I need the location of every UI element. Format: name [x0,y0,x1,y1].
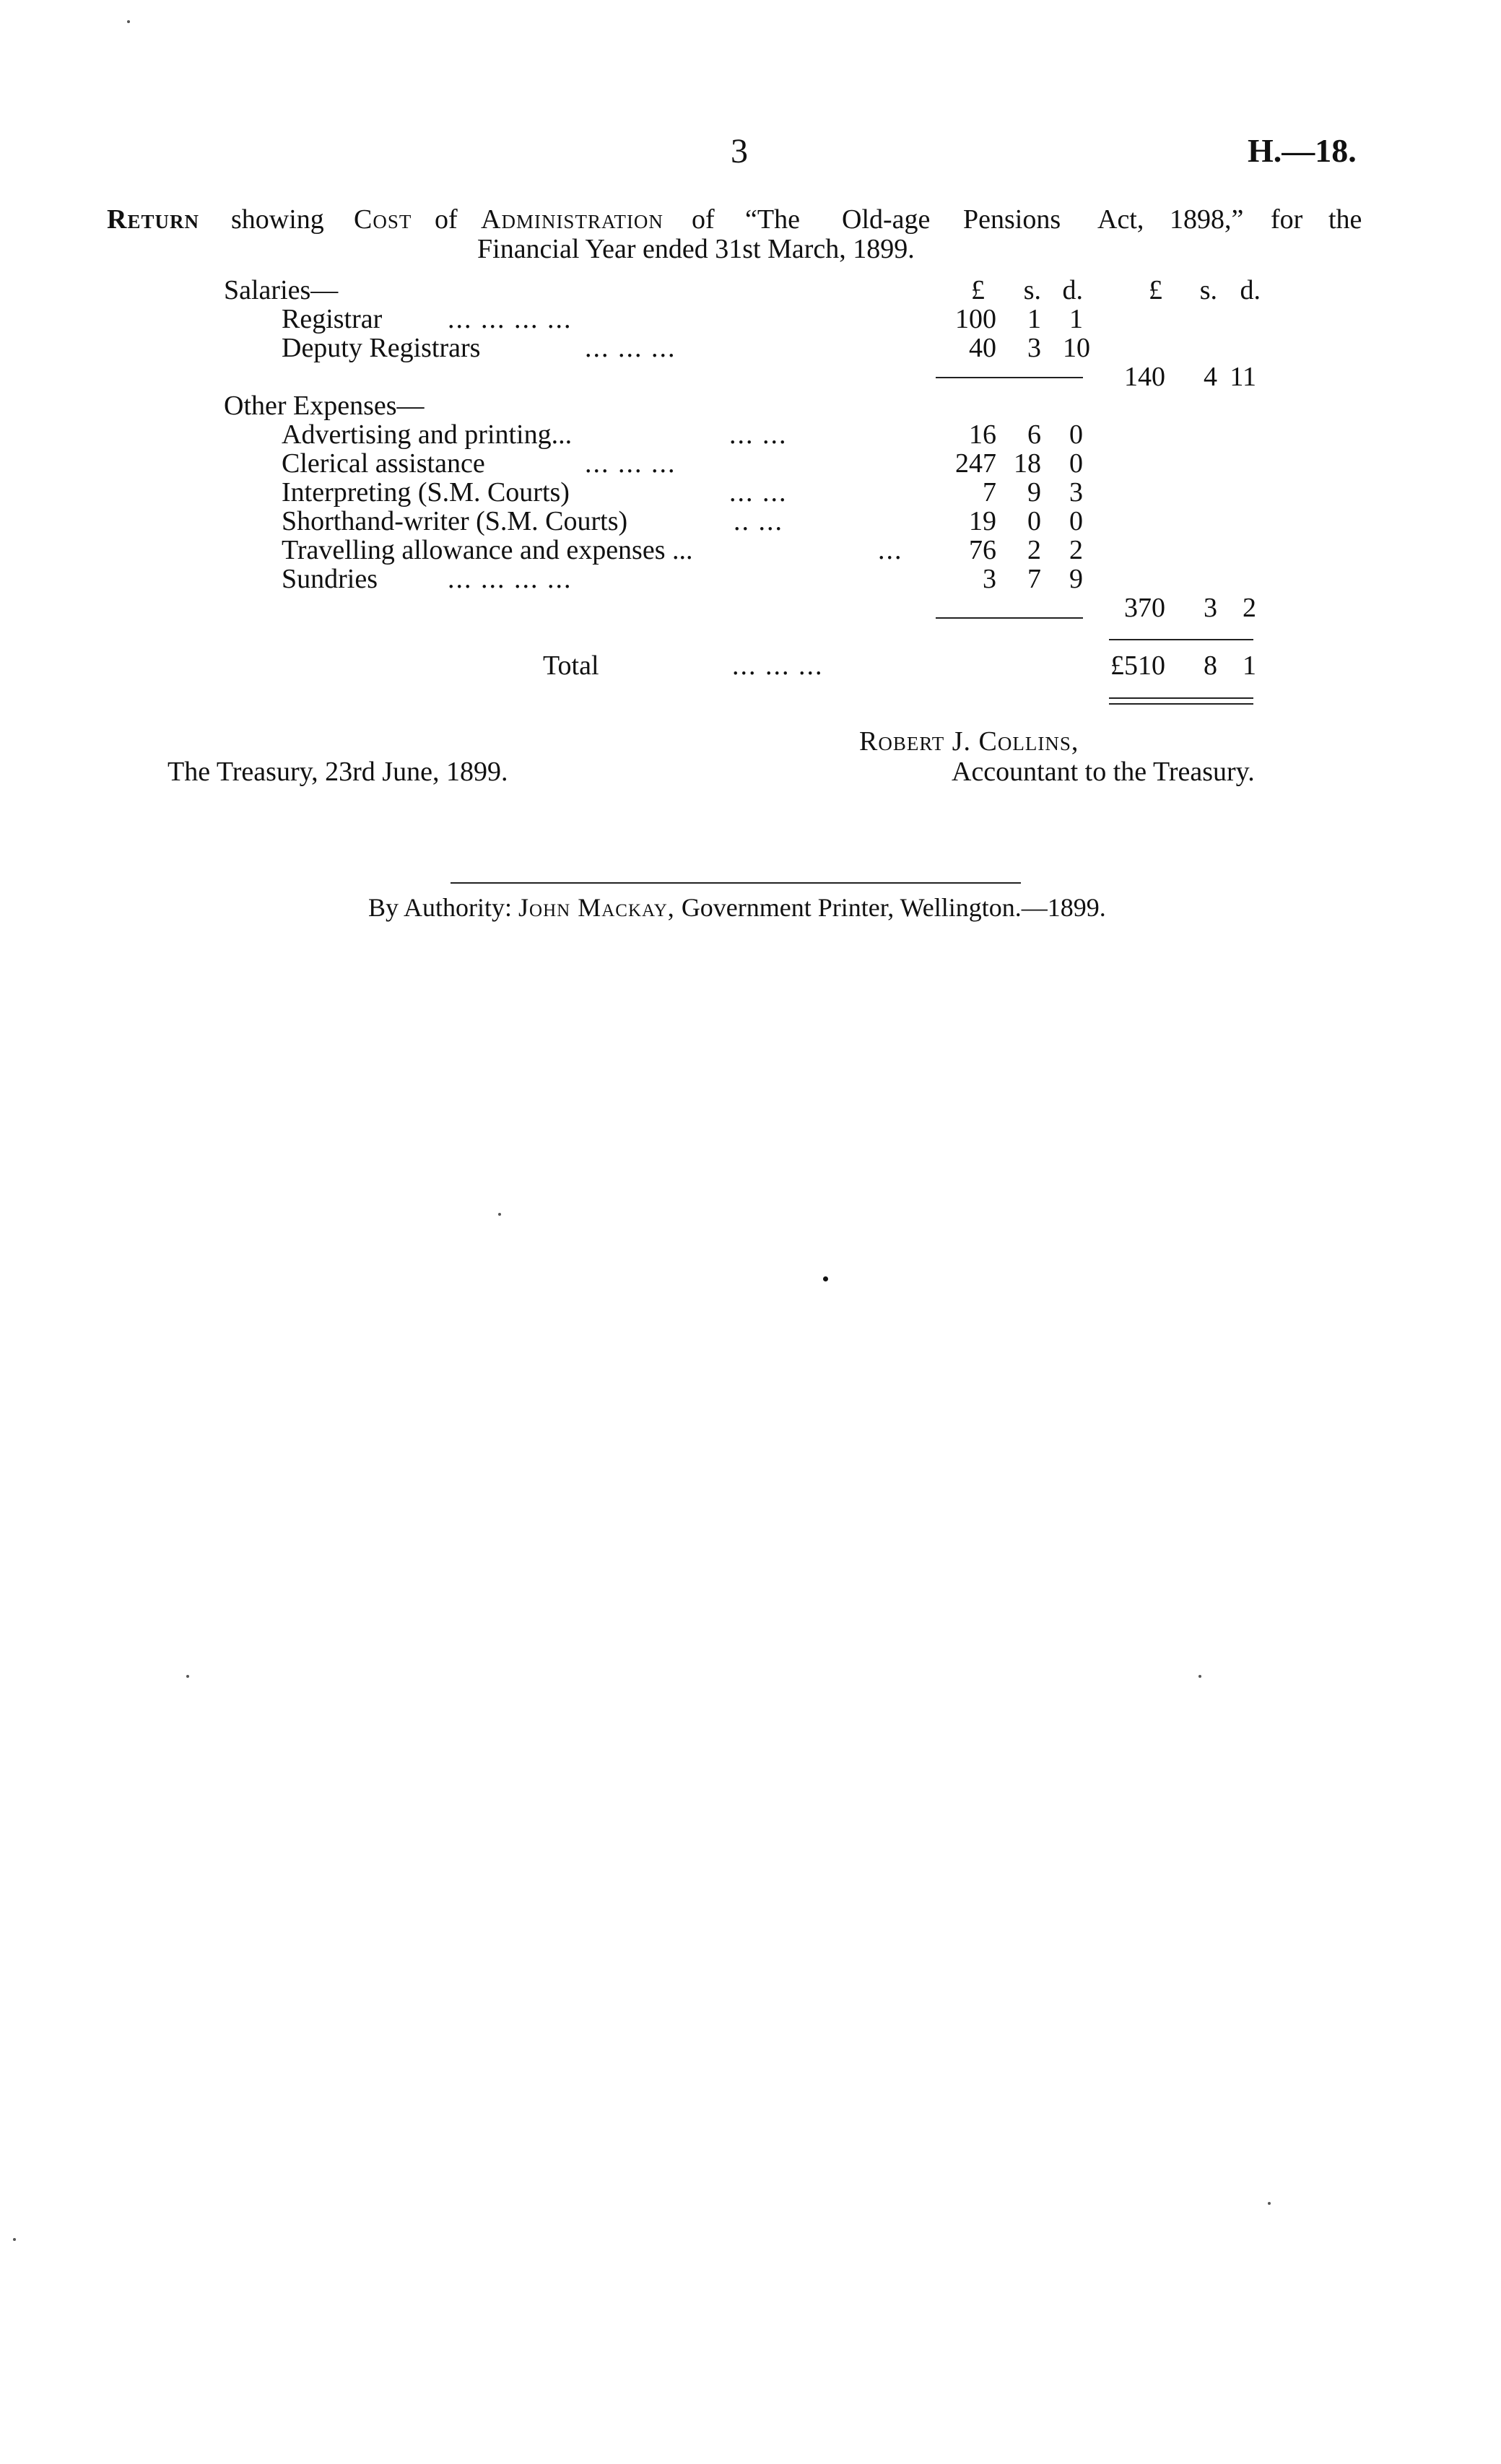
salaries-heading: Salaries— [224,275,339,305]
amount-pounds: 100 [955,304,996,334]
amount-pence: 0 [1069,419,1083,450]
subtotal-rule [936,617,1083,619]
scan-speck [127,20,130,23]
leader-dots: .. ... [734,506,783,536]
signatory-name: Robert J. Collins, [859,726,1079,757]
expense-label: Travelling allowance and expenses ... [282,535,693,565]
title-cost: Cost [354,204,412,235]
imprint-prefix: By Authority: [368,893,513,922]
total-rule [1109,639,1253,640]
salaries-subtotal-pence: 11 [1230,362,1256,392]
return-title-line2: Financial Year ended 31st March, 1899. [477,234,915,264]
col-header-pounds: £ [971,275,985,305]
amount-pounds: 7 [983,477,996,508]
amount-pence: 3 [1069,477,1083,508]
leader-dots: ... ... [729,419,788,450]
leader-dots: ... ... [729,477,788,508]
col-header-pounds-2: £ [1149,275,1162,305]
other-expenses-heading: Other Expenses— [224,391,425,421]
total-pounds: £510 [1110,650,1165,681]
amount-pence: 0 [1069,448,1083,479]
leader-dots: ... [878,535,903,565]
expense-label: Sundries [282,564,378,594]
other-subtotal-shillings: 3 [1204,593,1217,623]
signatory-title: Accountant to the Treasury. [952,757,1255,787]
amount-shillings: 18 [1014,448,1041,479]
salary-label: Deputy Registrars [282,333,481,363]
col-header-shillings-2: s. [1199,275,1217,305]
amount-pounds: 40 [969,333,996,363]
amount-shillings: 9 [1027,477,1041,508]
title-the: the [1328,204,1362,235]
subtotal-rule [936,377,1083,378]
col-header-pence: d. [1062,275,1083,305]
title-of: of [435,204,458,235]
leader-dots: ... ... ... ... [448,304,573,334]
title-return-word: Return [107,204,199,235]
amount-pounds: 247 [955,448,996,479]
imprint-rest: Government Printer, Wellington.—1899. [681,893,1106,922]
scan-speck [823,1276,828,1281]
amount-pence: 9 [1069,564,1083,594]
amount-pence: 10 [1063,333,1090,363]
amount-shillings: 1 [1027,304,1041,334]
total-shillings: 8 [1204,650,1217,681]
leader-dots: ... ... ... ... [448,564,573,594]
expense-label: Advertising and printing... [282,419,573,450]
leader-dots: ... ... ... [732,650,824,681]
title-for: for [1271,204,1303,235]
title-old-age: Old-age [842,204,931,235]
page-number: 3 [731,132,748,170]
scan-speck [498,1213,501,1216]
scan-speck [13,2238,16,2241]
salaries-subtotal-pounds: 140 [1124,362,1165,392]
col-header-pence-2: d. [1240,275,1261,305]
title-showing: showing [231,204,324,235]
imprint-rule [451,882,1021,884]
title-act-the: “The [745,204,800,235]
amount-shillings: 0 [1027,506,1041,536]
amount-shillings: 3 [1027,333,1041,363]
col-header-shillings: s. [1023,275,1041,305]
amount-pence: 1 [1069,304,1083,334]
amount-pence: 2 [1069,535,1083,565]
total-double-rule-top [1109,697,1253,699]
amount-pounds: 19 [969,506,996,536]
other-subtotal-pounds: 370 [1124,593,1165,623]
scan-speck [1198,1675,1201,1678]
place-date: The Treasury, 23rd June, 1899. [167,757,508,787]
leader-dots: ... ... ... [585,448,676,479]
title-administration: Administration [481,204,664,235]
amount-pounds: 3 [983,564,996,594]
amount-shillings: 6 [1027,419,1041,450]
document-reference: H.—18. [1248,132,1357,169]
title-pensions: Pensions [963,204,1061,235]
amount-pounds: 16 [969,419,996,450]
amount-shillings: 2 [1027,535,1041,565]
amount-pence: 0 [1069,506,1083,536]
salaries-subtotal-shillings: 4 [1204,362,1217,392]
total-pence: 1 [1243,650,1256,681]
scan-speck [186,1675,189,1678]
title-of-2: of [692,204,715,235]
expense-label: Shorthand-writer (S.M. Courts) [282,506,628,536]
expense-label: Clerical assistance [282,448,485,479]
total-double-rule-bottom [1109,703,1253,705]
printer-imprint [368,892,1106,923]
title-year: 1898,” [1170,204,1244,235]
title-act: Act, [1097,204,1144,235]
expense-label: Interpreting (S.M. Courts) [282,477,570,508]
amount-pounds: 76 [969,535,996,565]
leader-dots: ... ... ... [585,333,676,363]
other-subtotal-pence: 2 [1243,593,1256,623]
scan-speck [1268,2202,1271,2205]
amount-shillings: 7 [1027,564,1041,594]
imprint-name: John Mackay, [518,893,675,922]
salary-label: Registrar [282,304,383,334]
total-label: Total [543,650,599,681]
